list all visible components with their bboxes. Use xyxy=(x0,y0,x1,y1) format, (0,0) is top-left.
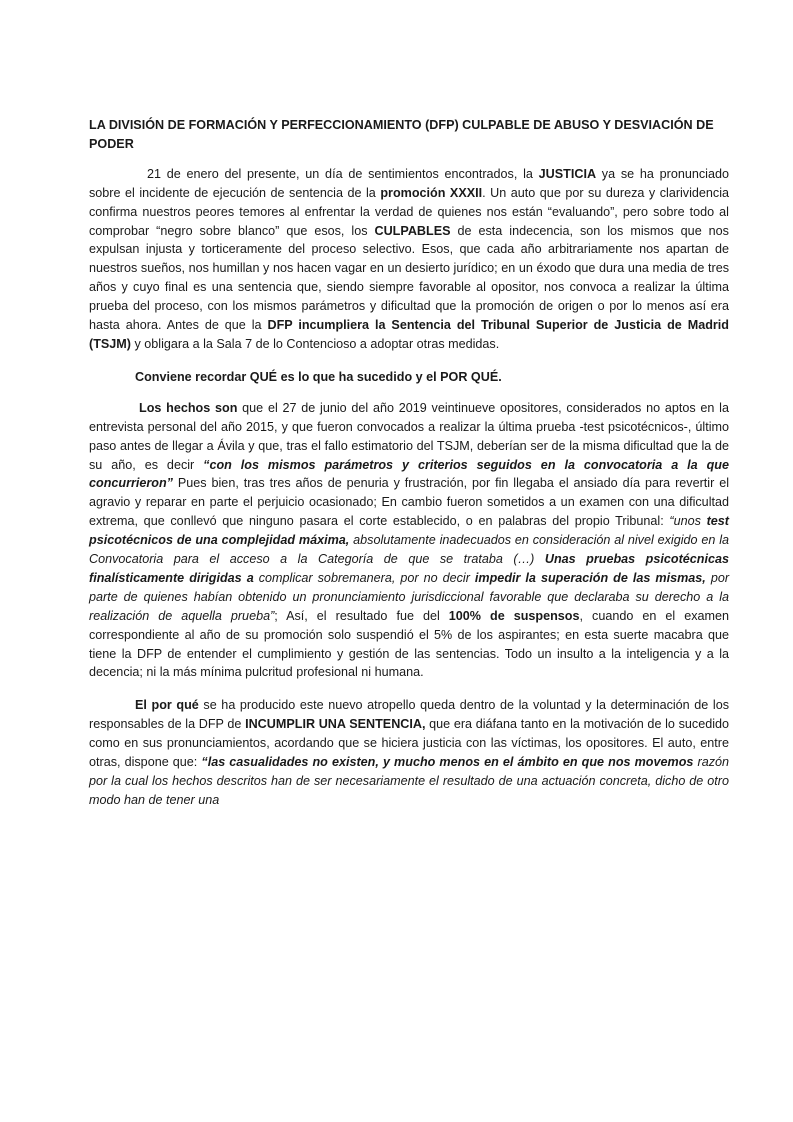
text-run: INCUMPLIR UNA SENTENCIA, xyxy=(245,717,426,732)
text-run: “con los mismos parámetros y criterios seguidos en la convocatoria a la que concurrieron” xyxy=(89,457,729,491)
text-run: El por qué xyxy=(135,698,199,713)
section-heading: Conviene recordar QUÉ es lo que ha sucedido y el POR QUÉ. xyxy=(135,369,502,384)
text-run: se ha producido este nuevo atropello queda dentro de la voluntad y la determinación de los responsables de la DFP de xyxy=(89,698,729,732)
text-run: DFP incumpliera la Sentencia del Tribunal Superior de Justicia de Madrid (TSJM) xyxy=(89,318,729,351)
text-run: y obligara a la Sala 7 de lo Contencioso a adoptar otras medidas. xyxy=(130,336,500,351)
document-title: LA DIVISIÓN DE FORMACIÓN Y PERFECCIONAMIENTO (DFP) CULPABLE DE ABUSO Y DESVIACIÓN DE PODER xyxy=(89,118,714,151)
text-run: JUSTICIA xyxy=(538,166,597,181)
text-run: absolutamente inadecuados en consideración al nivel exigido en la Convocatoria para el acceso a la Categoría de que se trataba (…) xyxy=(89,533,730,567)
paragraph-intro xyxy=(89,165,729,354)
text-run: razón por la cual los hechos descritos han de ser necesariamente el resultado de una actuación concreta, dicho de otro modo han de tener una xyxy=(89,755,729,807)
text-run: que el 27 de junio del año 2019 veintinueve opositores, considerados no aptos en la entrevista personal del año 2015, y que fueron convocados a realizar la última prueba -test psicotécnicos-, último paso antes de llegar a Ávila y que, tras el fallo estimatorio del TSJM, deberían ser de la misma dificultad que la de su año, es decir xyxy=(89,400,729,472)
text-run: Los hechos son xyxy=(139,400,238,415)
text-run: impedir la superación de las mismas, xyxy=(474,570,706,585)
text-run: ; Así, el resultado fue del xyxy=(274,608,449,623)
paragraph-el-por-que xyxy=(89,696,729,809)
text-run: Unas pruebas psicotécnicas finalísticamente dirigidas a xyxy=(89,552,729,585)
text-run: complicar sobremanera, por no decir xyxy=(253,570,475,585)
text-run: promoción XXXII xyxy=(380,185,483,200)
text-run: CULPABLES xyxy=(374,223,451,238)
text-run: “las casualidades no existen, y mucho menos en el ámbito en que nos movemos xyxy=(201,755,694,770)
paragraph-los-hechos xyxy=(89,399,729,683)
text-run: Pues bien, tras tres años de penuria y frustración, por fin llegaba el ansiado día para revertir el agravio y reparar en parte el perjuicio ocasionado; En cambio fueron sometidos a un examen con una dificultad extrema, que conllevó que ninguno pasara el corte establecido, o en palabras del propio Tribunal: xyxy=(89,476,729,529)
text-run: 21 de enero del presente, un día de sentimientos encontrados, la xyxy=(147,166,539,181)
text-run: por parte de quienes habían obtenido un pronunciamiento jurisdiccional favorable que declaraba su derecho a la realización de aquella prueba” xyxy=(89,570,730,623)
text-run: que era diáfana tanto en la motivación de lo sucedido como en sus pronunciamientos, acordando que se hiciera justicia con las víctimas, los opositores. El auto, entre otras, dispone que: xyxy=(89,717,730,770)
text-run: test psicotécnicos de una complejidad máxima, xyxy=(89,514,729,548)
text-run: ya se ha pronunciado sobre el incidente de ejecución de sentencia de la xyxy=(89,166,729,200)
text-run: “unos xyxy=(669,514,707,529)
text-run: 100% de suspensos xyxy=(448,608,580,623)
text-run: , cuando en el examen correspondiente al año de su promoción solo suspendió el 5% de los aspirantes; en esta suerte macabra que tiene la DFP de entender el cumplimiento y gestión de las sentencias. Todo un insulto a la inteligencia y a la decencia; ni la más mínima pulcritud profesional ni humana. xyxy=(89,608,729,680)
text-run: . Un auto que por su dureza y clarividencia confirma nuestros peores temores al enfrentar la verdad de quienes nos están “evaluando”, pero sobre todo al comprobar “negro sobre blanco” que esos, los xyxy=(89,185,730,238)
text-run: de esta indecencia, son los mismos que nos expulsan injusta y torticeramente del proceso selectivo. Esos, que cada año arbitrariamente nos apartan de nuestros sueños, nos humillan y nos hacen vagar en un desierto jurídico; en un éxodo que dura una media de tres años y cuyo final es una sentencia que, siendo siempre favorable al opositor, nos convoca a realizar la última prueba del proceso, con los mismos parámetros y dificultad que la promoción de origen o por lo menos así era hasta ahora. Antes de que la xyxy=(89,223,729,333)
